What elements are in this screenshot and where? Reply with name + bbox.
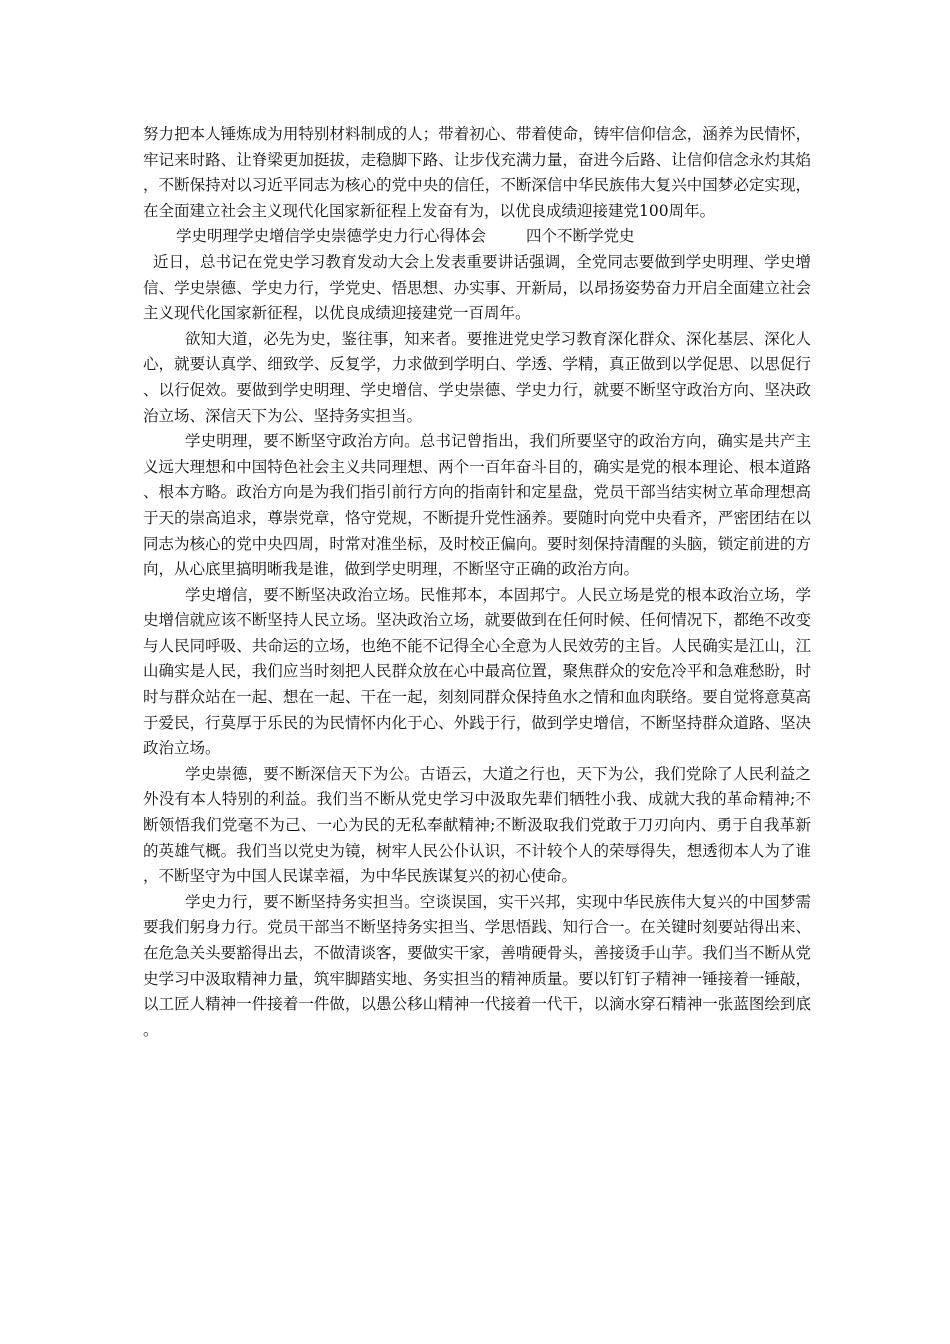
body-paragraph: 学史力行，要不断坚持务实担当。空谈误国，实干兴邦，实现中华民族伟大复兴的中国梦需要我们躬身力行。党员干部当不断坚持务实担当、学思悟践、知行合一。在关键时刻要站得出来、在危急关头要豁得出去，不做清谈客，要做实干家，善啃硬骨头，善接烫手山芋。我们当不断从党史学习中汲取精神力量，筑牢脚踏实地、务实担当的精神质量。要以钉钉子精神一锤接着一锤敲，以工匠人精神一件接着一件做，以愚公移山精神一代接着一代干，以滴水穿石精神一张蓝图绘到底。 [143,892,811,1039]
body-paragraph: 学史明理，要不断坚守政治方向。总书记曾指出，我们所要坚守的政治方向，确实是共产主义远大理想和中国特色社会主义共同理想、两个一百年奋斗目的，确实是党的根本理论、根本道路、根本方略。政治方向是为我们指引前行方向的指南针和定星盘，党员干部当结实树立革命理想高于天的崇高追求，尊崇党章，恪守党规，不断提升党性涵养。要随时向党中央看齐，严密团结在以同志为核心的党中央四周，时常对准坐标，及时校正偏向。要时刻保持清醒的头脑，锁定前进的方向，从心底里搞明晰我是谁，做到学史明理，不断坚守正确的政治方向。 [143,432,811,579]
body-paragraph: 欲知大道，必先为史，鉴往事，知来者。要推进党史学习教育深化群众、深化基层、深化人心，就要认真学、细致学、反复学，力求做到学明白、学透、学精，真正做到以学促思、以思促行、以行促效。要做到学史明理、学史增信、学史崇德、学史力行，就要不断坚守政治方向、坚决政治立场、深信天下为公、坚持务实担当。 [143,329,811,425]
body-paragraph: 学史崇德，要不断深信天下为公。古语云，大道之行也，天下为公，我们党除了人民利益之外没有本人特别的利益。我们当不断从党史学习中汲取先辈们牺牲小我、成就大我的革命精神;不断领悟我们党毫不为己、一心为民的无私奉献精神;不断汲取我们党敢于刀刃向内、勇于自我革新的英雄气概。我们当以党史为镜，树牢人民公仆认识，不计较个人的荣辱得失，想透彻本人为了谁，不断坚守为中国人民谋幸福，为中华民族谋复兴的初心使命。 [143,764,811,886]
article-title: 学史明理学史增信学史崇德学史力行心得体会 [176,227,487,246]
title-line [143,224,811,250]
body-paragraph: 学史增信，要不断坚决政治立场。民惟邦本，本固邦宁。人民立场是党的根本政治立场，学史增信就应该不断坚持人民立场。坚决政治立场，就要做到在任何时候、任何情况下，都绝不改变与人民同呼吸、共命运的立场，也绝不能不记得全心全意为人民效劳的主旨。人民确实是江山，江山确实是人民，我们应当时刻把人民群众放在心中最高位置，聚焦群众的安危冷平和急难愁盼，时时与群众站在一起、想在一起、干在一起，刻刻同群众保持鱼水之情和血肉联络。要自觉将意莫高于爱民，行莫厚于乐民的为民情怀内化于心、外践于行，做到学史增信，不断坚持群众道路、坚决政治立场。 [143,585,811,758]
intro-paragraph: 努力把本人锤炼成为用特别材料制成的人；带着初心、带着使命，铸牢信仰信念，涵养为民情怀，牢记来时路、让脊梁更加挺拔，走稳脚下路、让步伐充满力量，奋进今后路、让信仰信念永灼其焰，不断保持对以习近平同志为核心的党中央的信任，不断深信中华民族伟大复兴中国梦必定实现，在全面建立社会主义现代化国家新征程上发奋有为，以优良成绩迎接建党100周年。 [143,125,811,220]
body-paragraph: 近日，总书记在党史学习教育发动大会上发表重要讲话强调，全党同志要做到学史明理、学史增信、学史崇德、学史力行，学党史、悟思想、办实事、开新局，以昂扬姿势奋力开启全面建立社会主义现代化国家新征程，以优良成绩迎接建党一百周年。 [143,252,811,323]
article-subtitle: 四个不断学党史 [526,227,635,246]
document-body [143,122,811,1043]
